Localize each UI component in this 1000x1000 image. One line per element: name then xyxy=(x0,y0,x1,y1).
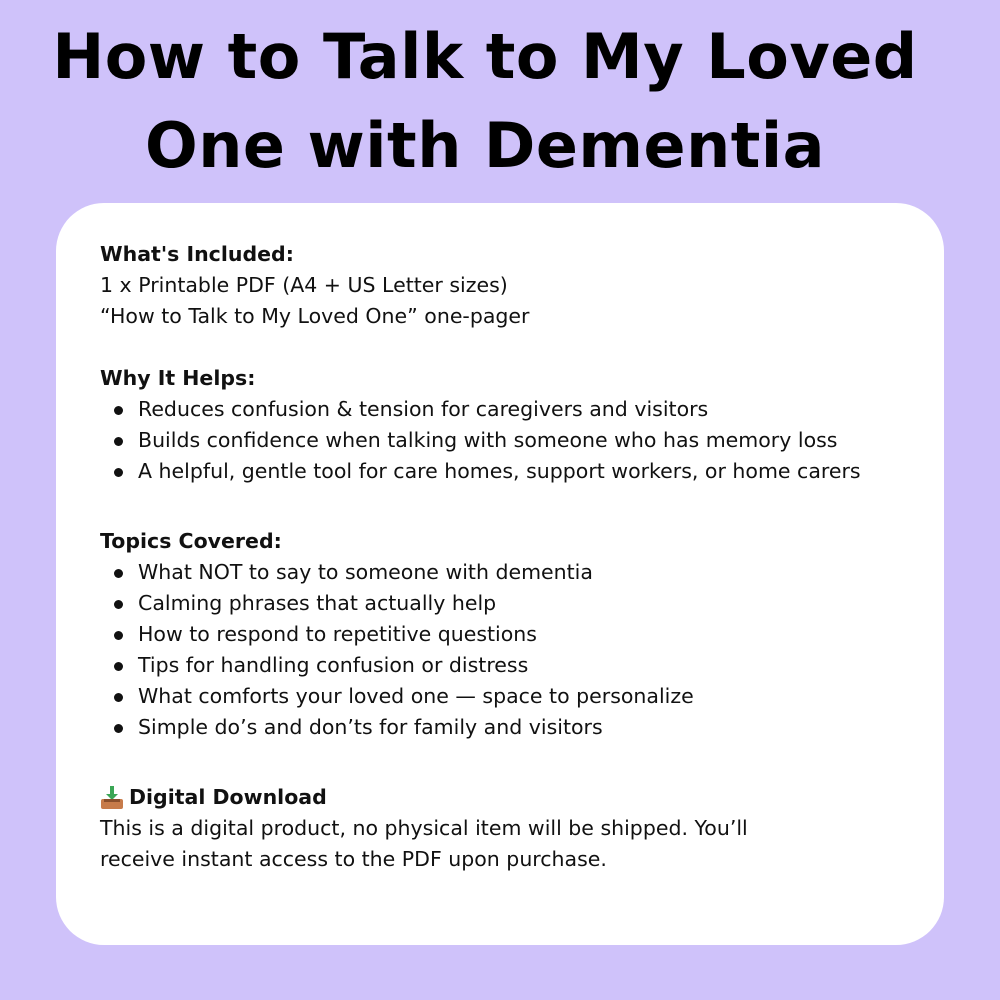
list-item xyxy=(100,650,914,681)
list-item xyxy=(100,712,914,743)
list-item xyxy=(100,557,914,588)
bullet-icon xyxy=(114,569,123,578)
list-item xyxy=(100,456,914,487)
list-item-text: Reduces confusion & tension for caregivers and visitors xyxy=(138,397,709,421)
bullet-icon xyxy=(114,468,123,477)
bullet-icon xyxy=(114,600,123,609)
list-item xyxy=(100,681,914,712)
download-section xyxy=(100,782,914,875)
list-item xyxy=(100,619,914,650)
spacer xyxy=(100,332,914,363)
list-item-text: Calming phrases that actually help xyxy=(138,591,497,615)
helps-heading: Why It Helps: xyxy=(100,366,256,390)
content-card xyxy=(56,203,944,945)
spacer xyxy=(100,487,914,526)
list-item-text: How to respond to repetitive questions xyxy=(138,622,537,646)
download-heading-row xyxy=(100,782,914,813)
title-line-2: One with Dementia xyxy=(145,109,825,182)
list-item xyxy=(100,588,914,619)
list-item-text: Simple do’s and don’ts for family and visitors xyxy=(138,715,603,739)
included-line: “How to Talk to My Loved One” one-pager xyxy=(100,304,530,328)
topics-section xyxy=(100,526,914,743)
topics-list xyxy=(100,557,914,743)
included-line: 1 x Printable PDF (A4 + US Letter sizes) xyxy=(100,273,508,297)
list-item xyxy=(100,394,914,425)
topics-heading: Topics Covered: xyxy=(100,529,282,553)
bullet-icon xyxy=(114,724,123,733)
bullet-icon xyxy=(114,406,123,415)
card-content xyxy=(100,239,914,875)
bullet-icon xyxy=(114,437,123,446)
list-item-text: Builds confidence when talking with someone who has memory loss xyxy=(138,428,838,452)
inbox-tray-icon xyxy=(100,786,124,810)
list-item-text: A helpful, gentle tool for care homes, support workers, or home carers xyxy=(138,459,861,483)
download-text-line: receive instant access to the PDF upon purchase. xyxy=(100,847,607,871)
page-title xyxy=(0,12,970,190)
included-section xyxy=(100,239,914,332)
download-text-line: This is a digital product, no physical item will be shipped. You’ll xyxy=(100,816,748,840)
list-item xyxy=(100,425,914,456)
included-heading: What's Included: xyxy=(100,242,294,266)
bullet-icon xyxy=(114,662,123,671)
list-item-text: Tips for handling confusion or distress xyxy=(138,653,529,677)
title-line-1: How to Talk to My Loved xyxy=(52,20,918,93)
bullet-icon xyxy=(114,693,123,702)
bullet-icon xyxy=(114,631,123,640)
helps-section xyxy=(100,363,914,487)
list-item-text: What comforts your loved one — space to personalize xyxy=(138,684,694,708)
list-item-text: What NOT to say to someone with dementia xyxy=(138,560,593,584)
spacer xyxy=(100,743,914,782)
download-heading: Digital Download xyxy=(129,785,327,809)
helps-list xyxy=(100,394,914,487)
